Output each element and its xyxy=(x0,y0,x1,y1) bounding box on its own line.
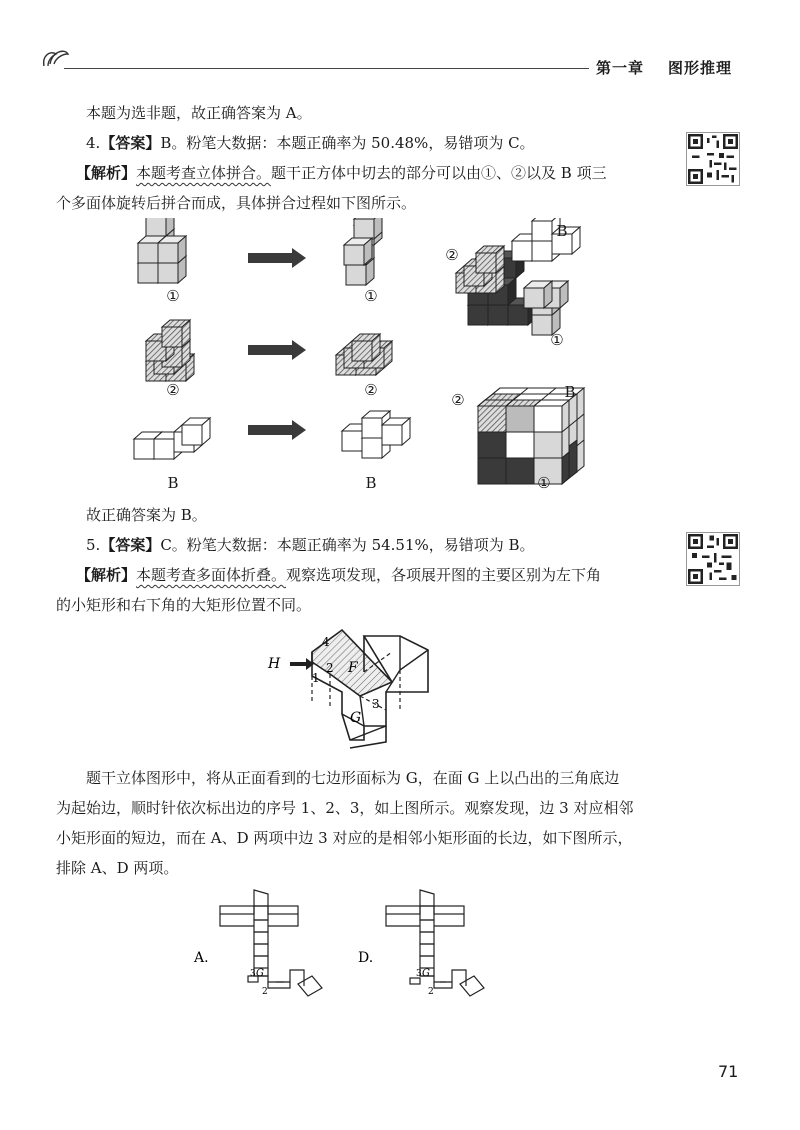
analysis-text: 观察选项发现，各项展开图的主要区别为左下角 xyxy=(286,566,602,584)
label-g: G xyxy=(422,968,430,979)
page-number: 71 xyxy=(718,1062,739,1081)
piece-b-rotated xyxy=(342,411,410,458)
question-number: 5. xyxy=(86,536,101,554)
topic-text: 本题考查多面体折叠。 xyxy=(136,566,287,584)
edge-label-3: 3 xyxy=(372,697,380,711)
answer-tag: 【答案】 xyxy=(100,134,161,152)
text-line: 小矩形面的短边，而在 A、D 两项中边 3 对应的是相邻小矩形面的长边，如下图所示， xyxy=(56,829,633,847)
label-piece-2-rotated: ② xyxy=(364,381,378,399)
edge-label-2: 2 xyxy=(262,987,268,997)
analysis-text: 题干正方体中切去的部分可以由①、②以及 B 项三 xyxy=(271,164,607,182)
qr-code-icon[interactable] xyxy=(686,132,740,186)
label-piece-b-rotated: B xyxy=(365,474,377,492)
analysis-tag: 【解析】 xyxy=(76,164,137,182)
label-piece-b: B xyxy=(167,474,179,492)
leaf-icon xyxy=(40,44,70,70)
answer-text: C。粉笔大数据：本题正确率为 54.51%，易错项为 B。 xyxy=(160,536,535,554)
cube-label-1: ① xyxy=(537,474,551,492)
arrow-icon xyxy=(248,420,306,440)
cube-label-2: ② xyxy=(451,391,465,409)
cube-assembly-figure xyxy=(100,218,620,500)
label-g: G xyxy=(256,968,264,979)
question-4-answer-line xyxy=(86,133,535,153)
question-5-answer-line xyxy=(86,535,535,555)
piece-2-left xyxy=(146,320,194,381)
text-line: 的小矩形和右下角的大矩形位置不同。 xyxy=(56,596,312,614)
text-line: 为起始边，顺时针依次标出边的序号 1、2、3，如上图所示。观察发现，边 3 对应相邻 xyxy=(56,799,634,817)
cube-label-b: B xyxy=(564,383,576,401)
piece-1-rotated xyxy=(344,218,382,285)
label-piece-2: ② xyxy=(166,381,180,399)
question-4-analysis-line xyxy=(76,163,607,183)
text-line: 题干立体图形中，将从正面看到的七边形面标为 G，在面 G 上以凸出的三角底边 xyxy=(86,769,620,787)
text-line: 故正确答案为 B。 xyxy=(86,506,207,524)
label-piece-1-rotated: ① xyxy=(364,287,378,305)
text-line: 排除 A、D 两项。 xyxy=(56,859,179,877)
text-line: 个多面体旋转后拼合而成，具体拼合过程如下图所示。 xyxy=(56,194,417,212)
label-h: H xyxy=(268,656,281,672)
arrow-icon xyxy=(290,658,314,670)
analysis-tag: 【解析】 xyxy=(76,566,137,584)
polyhedron-figure xyxy=(260,622,460,752)
label-piece-1: ① xyxy=(166,287,180,305)
text-line: 本题为选非题，故正确答案为 A。 xyxy=(86,104,312,122)
edge-label-3: 3 xyxy=(250,969,256,979)
answer-text: B。粉笔大数据：本题正确率为 50.48%，易错项为 C。 xyxy=(160,134,535,152)
question-number: 4. xyxy=(86,134,101,152)
edge-label-2: 2 xyxy=(428,987,434,997)
net-option-a xyxy=(220,890,322,996)
topic-text: 本题考查立体拼合。 xyxy=(136,164,272,182)
net-option-d xyxy=(386,890,484,996)
assembly-label-b: B xyxy=(556,222,568,240)
complete-cube xyxy=(478,388,584,484)
option-a-label: A. xyxy=(194,950,209,966)
assembly-label-1: ① xyxy=(550,331,564,349)
piece-b-left xyxy=(134,418,210,459)
piece-2-rotated xyxy=(336,334,392,375)
edge-label-4: 4 xyxy=(322,635,330,649)
edge-label-2: 2 xyxy=(326,661,334,675)
edge-label-1: 1 xyxy=(312,671,320,685)
nets-figure xyxy=(190,880,510,1010)
chapter-title: 图形推理 xyxy=(668,59,733,77)
label-g: G xyxy=(350,710,362,726)
arrow-icon xyxy=(248,340,306,360)
piece-1-left xyxy=(138,218,186,283)
edge-label-3: 3 xyxy=(416,969,422,979)
option-d-label: D. xyxy=(358,950,374,966)
assembly-label-2: ② xyxy=(445,246,459,264)
header-rule xyxy=(64,68,589,69)
arrow-icon xyxy=(248,248,306,268)
question-5-analysis-line xyxy=(76,565,601,585)
qr-code-icon[interactable] xyxy=(686,532,740,586)
chapter-label: 第一章 xyxy=(596,59,645,77)
answer-tag: 【答案】 xyxy=(100,536,161,554)
label-f: F xyxy=(348,660,358,676)
